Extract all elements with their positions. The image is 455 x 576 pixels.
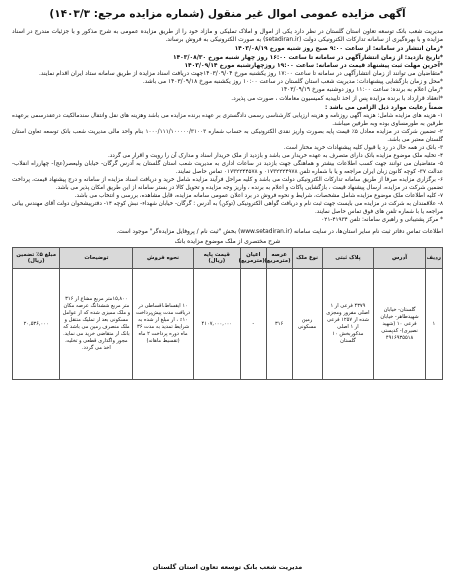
column-header: اعیان (مترمربع) bbox=[240, 248, 266, 269]
condition-item: ۱- هزینه های مزایده شامل: هزینه آگهی روزنامه و هزینه ارزیابی کارشناسی رسمی دادگستری بر عهده برنده مزایده می باشد وهزینه های نقل وانتقال سندمالکیت درعقدرسمی برعهده طرفین به طورمساوی بوده وبه طرفین میباشد. bbox=[12, 113, 443, 128]
schedule-item: *زمان اعلام به برنده: ساعت ۱۱:۰۰ روز دوشنبه مورخ ۱۴۰۳/۰۹/۱۹ bbox=[280, 87, 443, 94]
table-cell: گلستان- خیابان شهیدطاهر- خیابان فرعی ۱۰ (شهید نصیری)- کدپستی ۴۹۱۶۹۳۵۵۱۸ bbox=[374, 269, 426, 380]
column-header: مبلغ ۵٪ تضمین (ریال) bbox=[13, 248, 60, 269]
table-cell: ۱۰ ایقساط،اقساطی در دریافت مدت پیش‌پرداخت ۱۰٪ ، از مبلغ از شده به شرایط تمدید به مدت ۳۶ ماه دوره پرداخت ۲ ماه (تقسیط ماهانه) bbox=[133, 269, 193, 380]
column-header: نحوه فروش bbox=[133, 248, 193, 269]
table-cell: ۱۵,۸۰۰متر مربع مشاع از ۳۱۶ متر مربع ششدانگ عرصه مکان و ملک ممیزی شده که از عوامل مسکونی بعد از تملیک منتقل و ملک منصرف زمین می باشد که بانک از متقاضی خرید می نماید. مجوز واگذاری قطعی و تخلیه، اخذ می گردد. bbox=[60, 269, 133, 380]
footer-signature: مدیریت شعب بانک توسعه تعاون استان گلستان bbox=[152, 563, 303, 571]
schedule-item: *انعقاد قرارداد با برنده مزایده پس از اخذ تاییدیه کمیسیون معاملات ، صورت می پذیرد. bbox=[231, 95, 443, 102]
condition-item: ۶- برگزاری مزایده صرفا از طریق سامانه تدارکات الکترونیکی دولت می باشد و کلیه مراحل فرآیند مزایده شامل خرید و دریافت اسناد مزایده از سامانه و درج پیشنهاد قیمت، پرداخت تضمین شرکت در مزایده، ارسال پیشنهاد قیمت ، بازگشایی پاکات و اعلام به برنده ، واریز وجه مزایده و تحویل کالا در بستر سامانه از این طریق امکان پذیر می باشد. bbox=[12, 177, 443, 192]
condition-item: * مرکز پشتیبانی و راهبری سامانه: تلفن ۴۱۹۳۴-۰۲۱ bbox=[321, 217, 443, 224]
schedule-item: *آخرین مهلت ثبت پیشنهاد قیمت در سامانه: ساعت ۱۹:۰۰ روزچهارشنبه مورخ ۱۴۰۳/۰۹/۱۴ bbox=[184, 62, 443, 69]
property-table bbox=[12, 247, 443, 380]
column-header: قیمت پایه (ریال) bbox=[193, 248, 240, 269]
column-header: آدرس bbox=[374, 248, 426, 269]
column-header: توضیحات bbox=[60, 248, 133, 269]
conditions-title: ضمناً رعایت موارد ذیل الزامی می باشد : bbox=[324, 104, 443, 111]
condition-item: ۵- متقاضیان می توانند جهت کسب اطلاعات بیشتر و هماهنگی جهت بازدید در ساعات اداری به مدیریت شعب استان گلستان به آدرس گرگان- خیابان ولیعصر(عج)- چهارراه انقلاب- عدالت ۳۷- کوچه کانون زبان ایران مراجعه و یا با شماره تلفن ۰۱۷۳۲۲۲۴۹۷۸ و ۰۱۷۳۲۲۴۴۵۷۸ تماس حاصل نمایند. bbox=[12, 161, 443, 176]
schedule-item: *محل و زمان بازگشایی پیشنهادات: مدیریت شعب استان گلستان در ساعت ۱۰:۰۰ روز یکشنبه مورخ ۱۴۰۳/۰۹/۱۸ می باشد. bbox=[142, 79, 443, 86]
schedule-item: *تاریخ بازدید: از زمان انتشارآگهی در سامانه تا ساعت ۱۶:۰۰ روز چهار شنبه مورخ ۱۴۰۳/۰۸/۳۰ bbox=[172, 54, 443, 61]
schedule-item: *زمان انتشار در سامانه: از ساعت ۹:۰۰ صبح روز شنبه مورخ ۱۴۰۳/۰۸/۱۹ bbox=[234, 46, 443, 53]
table-cell: ۴۱۰۷,۰۰۰,۰۰۰ bbox=[193, 269, 240, 380]
intro-paragraph: مدیریت شعب بانک توسعه تعاون استان گلستان در نظر دارد یکی از اموال و املاک تملیکی و مازاد خود را از طریق مزایده عمومی به شرح مذکور و با جزئیات مندرج در اسناد مزایده و با بهره‌گیری از سامانه تدارکات الکترونیکی دولت (setadiran.ir) به صورت الکترونیکی به فروش برساند. bbox=[12, 29, 443, 44]
condition-item: ۲- تضمین شرکت در مزایده معادل ۵٪ قیمت پایه بصورت واریز نقدی الکترونیکی به حساب شماره ۱۰۰۰/۱۱۱/۱۰۰۰۰۰/۳۱۰۰۳ بنام واحد مالی مدیریت شعب بانک توسعه تعاون استان گلستان معتبر می باشد. bbox=[12, 129, 443, 144]
table-cell: ۱ bbox=[425, 269, 442, 380]
condition-item: ۷- کلیه اطلاعات ملک موضوع مزایده شامل مشخصات، شرایط و نحوه فروش در برد اعلان عمومی سامانه مزایده، قابل مشاهده، بررسی و انتخاب می باشد. bbox=[74, 193, 443, 200]
table-cell: ۲۰,۵۳۶,۰۰۰ bbox=[13, 269, 60, 380]
table-cell: زمین مسکونی bbox=[292, 269, 322, 380]
column-header: ردیف bbox=[425, 248, 442, 269]
schedule-list bbox=[12, 45, 443, 102]
contact-info: اطلاعات تماس دفاتر ثبت نام سایر استان‌ها، در سایت سامانه (www.setadiran.ir) بخش "ثبت نام / پروفایل مزایده‌گر" موجود است. bbox=[116, 229, 443, 236]
column-header: عرصه (مترمربع) bbox=[266, 248, 292, 269]
condition-item: ۸- علاقمندان به شرکت در مزایده می بایست جهت ثبت نام و دریافت گواهی الکترونیکی (توکن) به آدرس : گرگان- خیابان شهداء- نبش کوچه ۱۴- دفترپیشخوان دولت آقای مهندس بیاتی مراجعه یا با شماره تلفن های فوق تماس حاصل نمایند. bbox=[12, 201, 443, 216]
table-header-row bbox=[13, 248, 443, 269]
table-cell: - bbox=[240, 269, 266, 380]
column-header: نوع ملک bbox=[292, 248, 322, 269]
condition-item: ۴- تخلیه ملک موضوع مزایده بانک دارای متصرف به عهده خریدار می باشد و بازدید از ملک خریدار اسناد و مدارک آن را رویت و اقرار می گردد. bbox=[107, 153, 443, 160]
table-cell: ۴۳۷۹ فرعی از ۱ اصلی مفروز ومجزی شده از ۱۲۵۷ فرعی از ۱ اصلی مذکوربخش ۱۰ گلستان bbox=[322, 269, 374, 380]
table-cell: ۳۱۶ bbox=[266, 269, 292, 380]
conditions-list bbox=[12, 112, 443, 224]
column-header: پلاک ثبتی bbox=[322, 248, 374, 269]
page-title: آگهی مزایده عمومی اموال غیر منقول (شماره مزایده مرجع: ۱۴۰۳/۳) bbox=[49, 8, 406, 20]
table-title: شرح مختصری از ملک موضوع مزایده بانک bbox=[174, 238, 281, 246]
table-row bbox=[13, 269, 443, 380]
schedule-item: *متقاضیان می توانند از زمان انتشارآگهی در سامانه تا ساعت ۱۷:۰۰ روز یکشنبه مورخ ۱۴۰۳/۰۹/۰۴جهت دریافت اسناد مزایده از طریق سامانه ستاد ایران اقدام نمایند. bbox=[39, 71, 443, 78]
condition-item: ۳- بانک در همه حال در رد یا قبول کلیه پیشنهادات خرید مختار است. bbox=[283, 145, 443, 152]
